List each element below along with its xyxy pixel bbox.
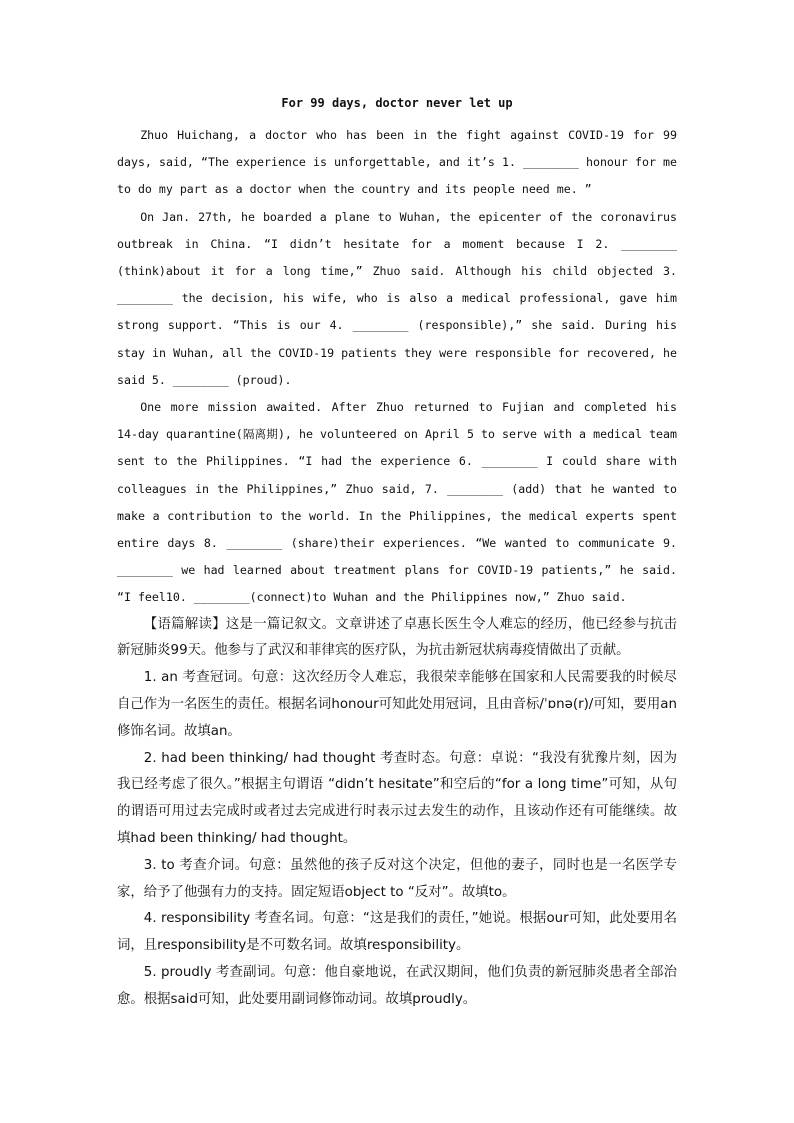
answer-explanation-5: 5. proudly 考查副词。句意：他自豪地说，在武汉期间，他们负责的新冠肺炎患者全部治愈。根据said可知，此处要用副词修饰动词。故填proudly。 bbox=[117, 965, 677, 1007]
answer-explanation-1: 1. an 考查冠词。句意：这次经历令人难忘，我很荣幸能够在国家和人民需要我的时候尽自己作为一名医生的责任。根据名词honour可知此处用冠词，且由音标/ˈɒnə(r)/可知，要用an修饰名词。故填an。 bbox=[117, 670, 677, 739]
passage-title: For 99 days, doctor never let up bbox=[281, 96, 513, 110]
answer-explanation-3: 3. to 考查介词。句意：虽然他的孩子反对这个决定，但他的妻子，同时也是一名医学专家，给予了他强有力的支持。固定短语object to “反对”。故填to。 bbox=[117, 857, 677, 900]
passage-paragraph-3: One more mission awaited. After Zhuo returned to Fujian and completed his 14-day quarantine(隔离期), he volunteered on April 5 to serve with a medical team sent to the Philippines. “I had the experience 6. ________ I could share with colleagues in the Philippines,” Zhuo said, 7. ________ (add) that he wanted to make a contribution to the world. In the Philippines, the medical experts spent entire days 8. ________ (share)their experiences. “We wanted to communicate 9. ________ we had learned about treatment plans for COVID-19 patients,” he said. “I feel10. ________(connect)to Wuhan and the Philippines now,” Zhuo said. bbox=[117, 400, 677, 605]
passage-paragraph-2: On Jan. 27th, he boarded a plane to Wuhan, the epicenter of the coronavirus outbreak in China. “I didn’t hesitate for a moment because I 2. ________ (think)about it for a long time,” Zhuo said. Although his child objected 3. ________ the decision, his wife, who is also a medical professional, gave him strong support. “This is our 4. ________ (responsible),” she said. During his stay in Wuhan, all the COVID-19 patients they were responsible for recovered, he said 5. ________ (proud). bbox=[117, 209, 677, 387]
answer-explanation-2: 2. had been thinking/ had thought 考查时态。句意：卓说：“我没有犹豫片刻，因为我已经考虑了很久。”根据主句谓语 “didn’t hesitate”和空后的“for a long time”可知，从句的谓语可用过去完成时或者过去完成进行时表示过去发生的动作，且该动作还有可能继续。故填had been thinking/ had thought。 bbox=[117, 750, 677, 847]
analysis-intro: 【语篇解读】这是一篇记叙文。文章讲述了卓惠长医生令人难忘的经历，他已经参与抗击新冠肺炎99天。他参与了武汉和菲律宾的医疗队，为抗击新冠状病毒疫情做出了贡献。 bbox=[117, 616, 677, 659]
answer-explanation-4: 4. responsibility 考查名词。句意：“这是我们的责任，”她说。根据our可知，此处要用名词，且responsibility是不可数名词。故填responsibility。 bbox=[117, 911, 677, 954]
passage-paragraph-1: Zhuo Huichang, a doctor who has been in the fight against COVID-19 for 99 days, said, “The experience is unforgettable, and it’s 1. ________ honour for me to do my part as a doctor when the country and its people need me. ” bbox=[117, 128, 677, 197]
